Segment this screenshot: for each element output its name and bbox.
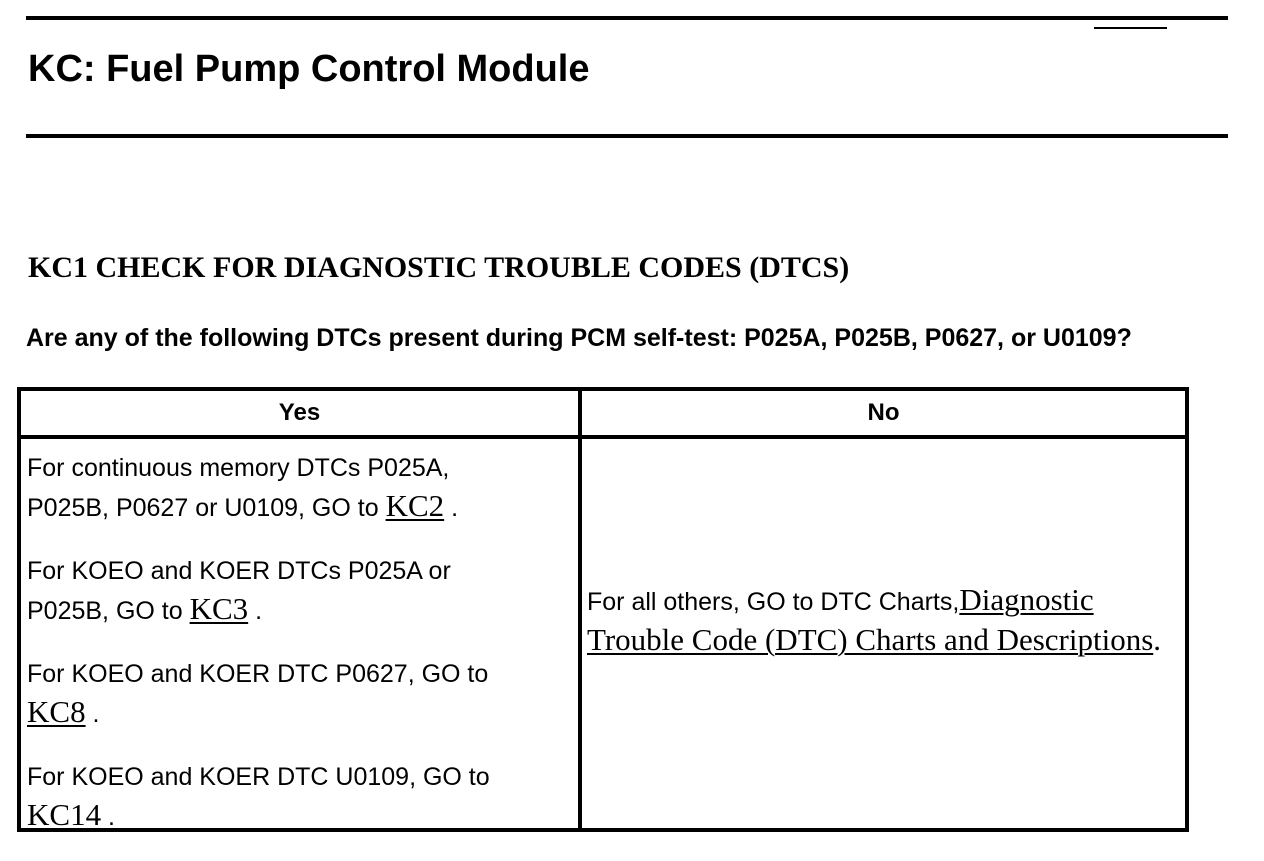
no-instruction-text: For all others, GO to DTC Charts, [587,588,960,616]
instruction-suffix: . [101,803,115,831]
instruction-text: For KOEO and KOER DTC P0627, GO to [27,660,489,688]
yes-cell [27,449,567,861]
instruction-suffix: . [85,700,100,728]
instruction-text: P025B, P0627 or U0109, GO to [27,494,386,522]
decision-table [17,387,1189,832]
no-cell [587,581,1177,661]
instruction-suffix: . [444,494,459,522]
yes-instruction [27,449,567,527]
kc2-link[interactable]: KC2 [385,488,445,523]
instruction-text: For KOEO and KOER DTCs P025A or [27,557,451,585]
yes-column-header: Yes [278,399,321,426]
table-header-row [21,391,1185,439]
diagnostic-question: Are any of the following DTCs present during PCM self-test: P025A, P025B, P0627, or U0109? [26,324,1132,352]
section-heading: KC1 CHECK FOR DIAGNOSTIC TROUBLE CODES (DTCS) [28,251,850,284]
yes-instruction [27,655,567,733]
instruction-suffix: . [248,597,263,625]
page-title: KC: Fuel Pump Control Module [28,48,590,90]
instruction-text: For KOEO and KOER DTC U0109, GO to [27,763,490,791]
instruction-text: P025B, GO to [27,597,190,625]
yes-instruction [27,758,567,836]
kc8-link[interactable]: KC8 [27,694,86,729]
column-divider [578,391,582,828]
yes-instruction [27,552,567,630]
no-column-header: No [867,399,900,426]
kc3-link[interactable]: KC3 [189,591,249,626]
header-mark [1094,27,1167,29]
instruction-text: For continuous memory DTCs P025A, [27,454,450,482]
dtc-charts-link[interactable]: Diagnostic Trouble Code (DTC) Charts and Descriptions [587,582,1154,657]
no-instruction-suffix: . [1153,622,1162,657]
kc14-link[interactable]: KC14 [27,797,102,832]
title-rule [26,134,1228,138]
top-rule [26,16,1228,20]
